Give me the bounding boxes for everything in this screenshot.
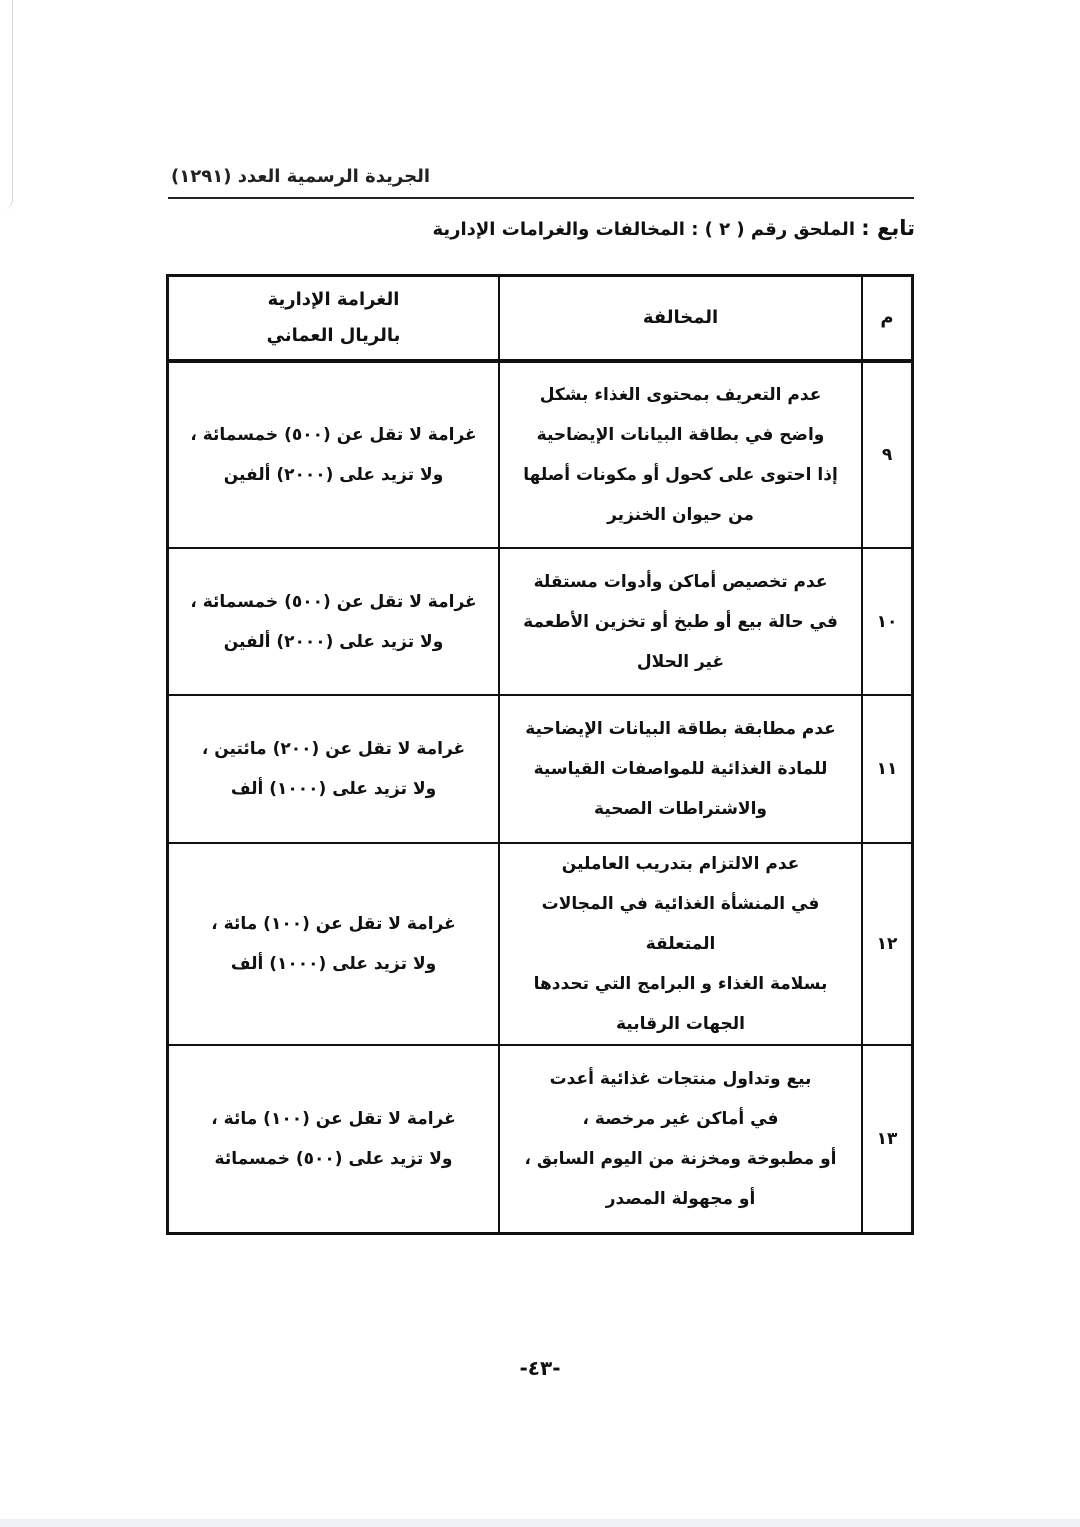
violation-line: بيع وتداول منتجات غذائية أعدت <box>549 1069 812 1089</box>
row-number: ١١ <box>861 696 911 844</box>
violation-line: بسلامة الغذاء و البرامج التي تحددها <box>533 974 828 994</box>
violation-line: من حيوان الخنزير <box>607 505 754 525</box>
fine-line: ولا تزيد على (١٠٠٠) ألف <box>230 779 437 799</box>
table-row <box>169 844 911 1046</box>
fine-line: ولا تزيد على (٢٠٠٠) ألفين <box>223 631 444 652</box>
fine-line: ولا تزيد على (٢٠٠٠) ألفين <box>223 465 444 485</box>
fine-line: غرامة لا تقل عن (١٠٠) مائة ، <box>211 1109 456 1129</box>
header-violation: المخالفة <box>498 277 861 363</box>
table-row <box>169 363 911 549</box>
violation-line: أو مطبوخة ومخزنة من اليوم السابق ، <box>524 1149 837 1169</box>
header-number: م <box>861 277 911 363</box>
violation-line: إذا احتوى على كحول أو مكونات أصلها <box>523 465 838 485</box>
violation-line: عدم مطابقة بطاقة البيانات الإيضاحية <box>525 719 836 739</box>
violation-line: واضح في بطاقة البيانات الإيضاحية <box>536 425 825 445</box>
table-header-row <box>169 277 911 363</box>
violation-line: الجهات الرقابية <box>616 1014 746 1034</box>
table-row <box>169 696 911 844</box>
page-edge-shadow <box>0 0 13 210</box>
row-violation <box>498 696 861 844</box>
row-number: ١٠ <box>861 549 911 696</box>
row-violation <box>498 1046 861 1232</box>
row-violation <box>498 549 861 696</box>
section-title <box>215 216 915 240</box>
fine-line: غرامة لا تقل عن (٢٠٠) مائتين ، <box>201 739 466 759</box>
fine-line: غرامة لا تقل عن (١٠٠) مائة ، <box>211 914 456 934</box>
fine-line: غرامة لا تقل عن (٥٠٠) خمسمائة ، <box>190 425 477 445</box>
row-fine <box>169 1046 498 1232</box>
table-row <box>169 1046 911 1232</box>
row-fine <box>169 696 498 844</box>
violation-line: غير الحلال <box>636 651 725 672</box>
row-violation <box>498 844 861 1046</box>
violation-line: عدم التعريف بمحتوى الغذاء بشكل <box>539 385 822 405</box>
row-fine <box>169 549 498 696</box>
violation-line: في أماكن غير مرخصة ، <box>582 1109 779 1129</box>
header-fine-line: بالريال العماني <box>266 325 401 346</box>
violation-line: أو مجهولة المصدر <box>605 1189 756 1209</box>
row-fine <box>169 844 498 1046</box>
violation-line: في حالة بيع أو طبخ أو تخزين الأطعمة <box>523 611 838 632</box>
violation-line: والاشتراطات الصحية <box>594 799 767 819</box>
bottom-band <box>0 1519 1080 1527</box>
fine-line: غرامة لا تقل عن (٥٠٠) خمسمائة ، <box>190 591 477 612</box>
row-violation <box>498 363 861 549</box>
section-title-lead: تابع : <box>861 216 915 240</box>
row-number: ١٣ <box>861 1046 911 1232</box>
fine-line: ولا تزيد على (٥٠٠) خمسمائة <box>214 1149 453 1169</box>
header-fine-line: الغرامة الإدارية <box>267 289 400 310</box>
page-number: -٤٣- <box>519 1356 561 1380</box>
violation-line: للمادة الغذائية للمواصفات القياسية <box>533 759 828 779</box>
fine-line: ولا تزيد على (١٠٠٠) ألف <box>230 954 437 974</box>
violations-fines-table <box>166 274 914 1235</box>
section-title-text: الملحق رقم ( ٢ ) : المخالفات والغرامات الإدارية <box>432 219 855 240</box>
table-row <box>169 549 911 696</box>
header-fine <box>169 277 498 363</box>
violation-line: عدم تخصيص أماكن وأدوات مستقلة <box>533 571 828 592</box>
violation-line: في المنشأة الغذائية في المجالات المتعلقة <box>541 894 820 954</box>
row-fine <box>169 363 498 549</box>
row-number: ٩ <box>861 363 911 549</box>
violation-line: عدم الالتزام بتدريب العاملين <box>561 854 800 874</box>
header-rule <box>168 197 914 199</box>
running-header: الجريدة الرسمية العدد (١٢٩١) <box>171 166 430 187</box>
row-number: ١٢ <box>861 844 911 1046</box>
